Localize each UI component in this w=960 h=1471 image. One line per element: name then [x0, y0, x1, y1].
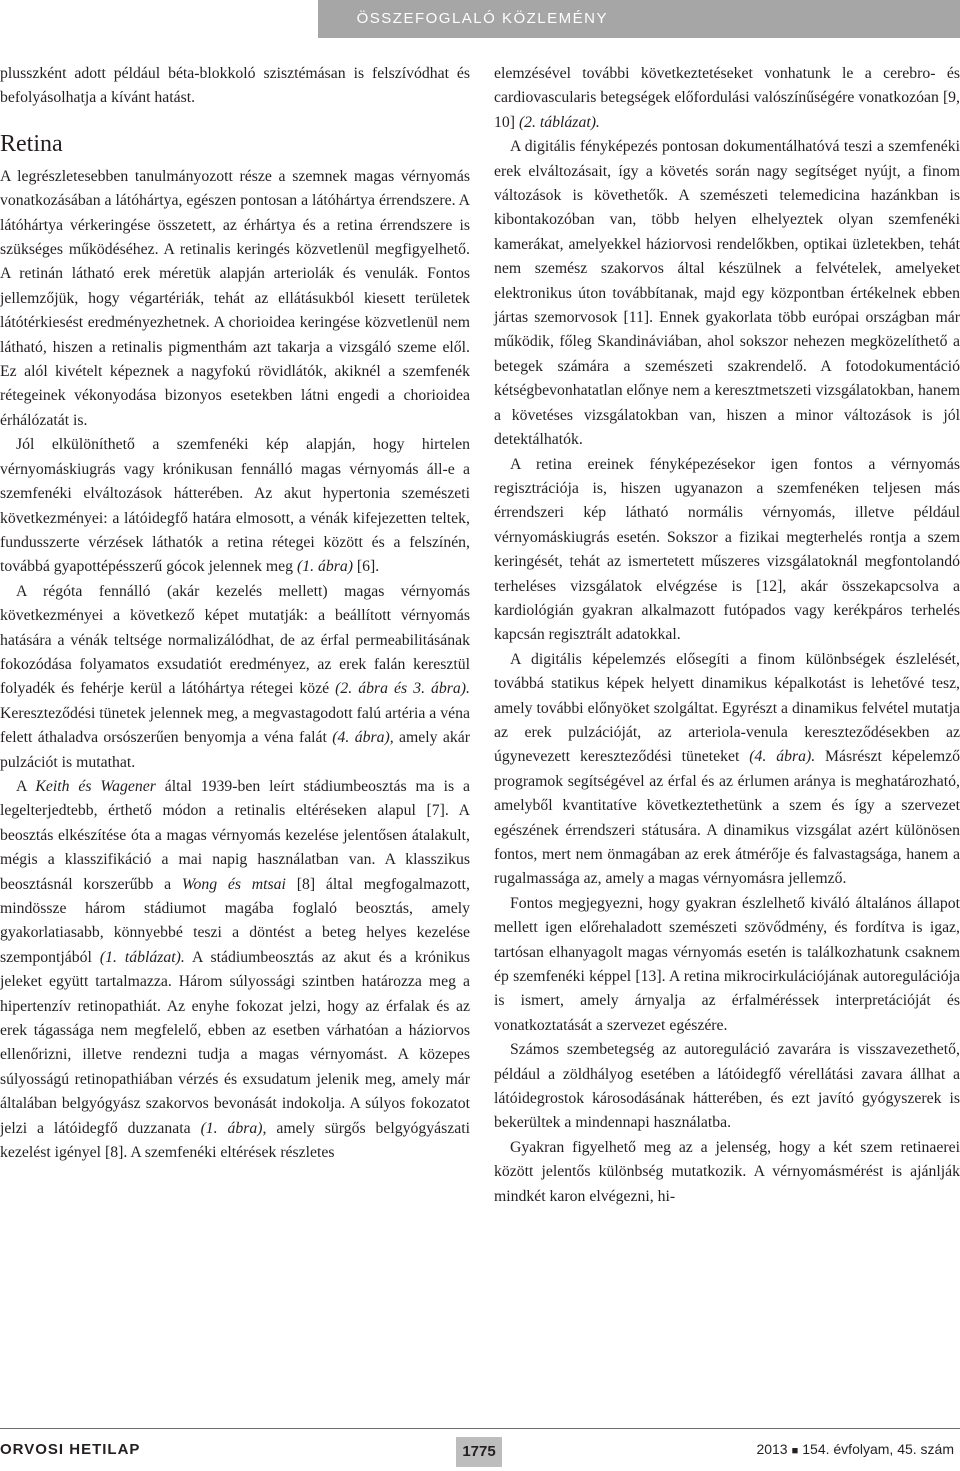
left-column	[0, 62, 470, 1165]
paragraph: elemzésével további következtetéseket vonhatunk le a cerebro- és cardiovascularis betegségek előfordulási valószínűségére vonatkozóan [9, 10] (2. táblázat).	[494, 65, 960, 131]
volume-issue: 154. évfolyam, 45. szám	[802, 1441, 954, 1457]
page-number: 1775	[456, 1437, 502, 1467]
paragraph: A retina ereinek fényképezésekor igen fontos a vérnyomás regisztrációja is, hiszen ugyanazon a szemfenéken teljesen más érrendszeri kép látható normális vérnyomás, illetve például vérnyomáskiugrás esetén. Sokszor a fizikai megterhelés rontja a szem keringését, tehát az ismertetett műszeres vizsgálatoknál megfontolandó terheléses vizsgálatok elvégzése is [12], akár összekapcsolva a kardiológián gyakran alkalmazott futópados vagy kerékpáros terhelés kapcsán regisztrált adatokkal.	[494, 455, 960, 644]
issue-info	[756, 1441, 954, 1457]
section-header-bar	[318, 0, 960, 38]
paragraph: Fontos megjegyezni, hogy gyakran észlelhető kiváló általános állapot mellett igen előrehaladott szemészeti szövődmény, és fordítva is igaz, tartósan elhanyagolt magas vérnyomás esetén is találkozhatunk csaknem ép szemfenéki képpel [13]. A retina mikrocirkulációjának autoregulációja is ismert, amely árnyalja az érfalméréssek interpretációját és vonatkoztatását a szervezet egészére.	[494, 894, 960, 1034]
paragraph: A Keith és Wagener által 1939-ben leírt stádiumbeosztás ma is a legelterjedtebb, érthető módon a retinalis eltéréseken alapul [7]. A beosztás elkészítése óta a magas vérnyomás kezelése jelentősen átalakult, mégis a klasszifikáció a mai napig használatban van. A klasszikus beosztásnál korszerűbb a Wong és mtsai [8] által megfogalmazott, mindössze három stádiumot magába foglaló beosztás, amely gyakorlatiasabb, könnyebbé teszi a döntést a beteg helyes kezelése szempontjából (1. táblázat). A stádiumbeosztás az akut és a krónikus jeleket együtt tartalmazza. Három súlyossági szintben határozza meg a hipertenzív retinopathiát. Az enyhe fokozat jelzi, hogy az érfalak és az erek tágassága nem megfelelő, ebben az esetben várhatóan a háziorvos ellenőrizni, illetve rendezni tudja a magas vérnyomást. A közepes súlyosságú retinopathiában vérzés és exsudatum jelenik meg, amely már általában belgyógyász szakorvos bevonását indokolja. A súlyos fokozatot jelzi a látóidegfő duzzanata (1. ábra), amely sürgős belgyógyászati kezelést igényel [8]. A szemfenéki eltérések részletes	[0, 777, 471, 1162]
paragraph: Gyakran figyelhető meg az a jelenség, hogy a két szem retinaerei között jelentős különbség mutatkozik. A vérnyomásmérést is ajánlják mindkét karon elvégezni, hi-	[494, 1138, 960, 1205]
square-bullet-icon: ■	[791, 1445, 799, 1457]
journal-name: ORVOSI HETILAP	[0, 1441, 141, 1458]
page-footer	[0, 1428, 960, 1471]
paragraph: Számos szembetegség az autoreguláció zavarára is visszavezethető, például a zöldhályog esetében a látóidegfő vérellátási zavara állhat a látóidegrostok károsodásának hátterében, és ezt javító gyógyszerek is bekerültek a mindennapi használatba.	[494, 1041, 960, 1132]
section-heading-retina: Retina	[0, 130, 63, 157]
paragraph: A régóta fennálló (akár kezelés mellett) magas vérnyomás következményei a következő képet mutatják: a beállított vérnyomás hatására a vénák teltsége normalizálódhat, de az érfal permeabilitásának fokozódása folyamatos exsudatiót eredményez, az erek falán keresztül folyadék és fehérje kerül a látóhártya rétegei közé (2. ábra és 3. ábra). Kereszteződési tünetek jelennek meg, a megvastagodott falú artéria a véna felett áthaladva orsószerűen benyomja a véna falát (4. ábra), amely akár pulzációt is mutathat.	[0, 582, 470, 771]
paragraph: A digitális képelemzés elősegíti a finom különbségek észlelését, továbbá statikus képek helyett dinamikus képalkotást is lehetővé tesz, amely további előnyöket szolgáltat. Egyrészt a dinamikus felvétel mutatja az erek pulzációját, az arteriola-venula kereszteződésekben az úgynevezett kereszteződési tüneteket (4. ábra). Másrészt képelemző programok segítségével az érfal és az érlumen aránya is meghatározható, amelyből kvantitatíve következtethetünk a szem és így a szervezet egészének érrendszeri státusára. A dinamikus vizsgálat azért különösen fontos, mert nem önmagában az erek átmérője és falvastagsága, hanem a rugalmassága az, amely a magas vérnyomásra jellemző.	[494, 650, 960, 888]
paragraph: A digitális fényképezés pontosan dokumentálhatóvá teszi a szemfenéki erek elváltozásait, így a követés során nagy segítséget nyújt, a finom változások is követhetők. A szemészeti telemedicina hazánkban is kibontakozóban van, több helyen elhelyeztek olyan szemfenéki kamerákat, amelyekkel háziorvosi rendelőkben, optikai üzletekben, tehát nem szemész szakorvos által készülnek a felvételek, amelyeket elektronikus úton továbbítanak, majd egy központban értékelnek ebben jártas szemorvosok [11]. Ennek gyakorlata több európai országban már működik, főleg Skandináviában, ahol sokszor nehezen megközelíthető a betegek számára a szemészeti szakrendelő. A fotodokumentáció kétségbevonhatatlan előnye nem a keresztmetszeti vizsgálatokban, hanem a követéses vizsgálatokban van, hiszen a minor változások is jól detektálhatók.	[494, 138, 960, 449]
paragraph: A legrészletesebben tanulmányozott része a szemnek magas vérnyomás vonatkozásában a látóhártya, egészen pontosan a látóhártya érrendszere. A látóhártya vérkeringése összetett, az érhártya és a retina érrendszere is szükséges működéséhez. A retinalis keringés közvetlenül megfigyelhető. A retinán látható erek méretük alapján arteriolák és venulák. Fontos jellemzőjük, hogy végartériák, tehát az ellátásukból kiesett területek látótérkiesést eredményezhetnek. A chorioidea keringése közvetlenül nem látható, hiszen a retinalis pigmenthám azt takarja a vizsgáló szeme elől. Ez alól kivételt képeznek a nagyfokú rövidlátók, akiknél a szemfenék rétegeinek vékonyodása bizonyos esetekben látni engedi a chorioidea érhálózatát is.	[0, 167, 470, 429]
intro-paragraph: plusszként adott például béta-blokkoló szisztémásan is felszívódhat és befolyásolhatja a kívánt hatást.	[0, 65, 470, 107]
section-label: ÖSSZEFOGLALÓ KÖZLEMÉNY	[356, 10, 608, 27]
year: 2013	[756, 1441, 788, 1457]
right-column	[494, 62, 960, 1209]
paragraph: Jól elkülöníthető a szemfenéki kép alapján, hogy hirtelen vérnyomáskiugrás vagy krónikusan fennálló magas vérnyomás áll-e a szemfenéki elváltozások hátterében. Az akut hypertonia szemészeti következményei: a látóidegfő határa elmosott, a vénák kifejezetten teltek, fundusszerte vérzések láthatók a retina rétegei között és a felszínén, továbbá gyapottépésszerű gócok jelennek meg (1. ábra) [6].	[0, 436, 470, 576]
